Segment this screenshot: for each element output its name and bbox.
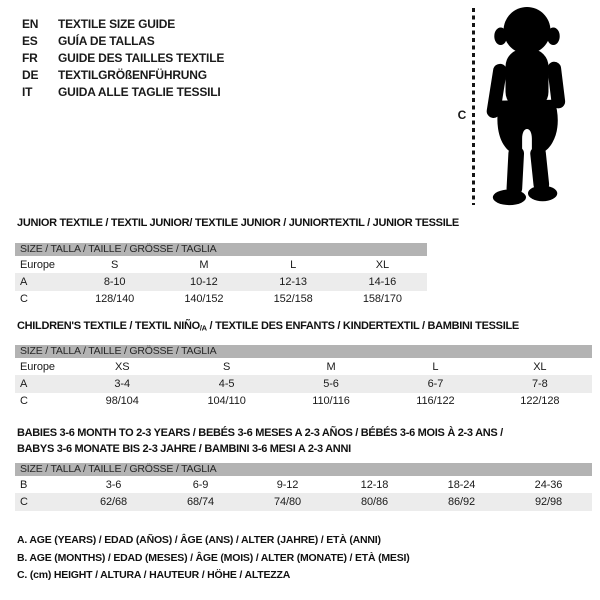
legend-line-age-years: A. AGE (YEARS) / EDAD (AÑOS) / ÂGE (ANS) / ALTER (JAHRE) / ETÀ (ANNI) (17, 534, 381, 546)
table-cell: 12-13 (279, 275, 307, 288)
table-header-bar: SIZE / TALLA / TAILLE / GRÖSSE / TAGLIA (15, 345, 592, 358)
guide-title-de: TEXTILGRÖßENFÜHRUNG (58, 68, 207, 83)
toddler-silhouette-icon (483, 5, 571, 210)
babies-size-table (15, 463, 592, 511)
table-cell: 104/110 (207, 395, 246, 408)
height-measure-label: C (457, 108, 467, 122)
table-cell: 4-5 (218, 377, 235, 390)
title-part: / TEXTILE DES ENFANTS / KINDERTEXTIL / BAMBINI TESSILE (206, 320, 519, 332)
junior-size-table (15, 243, 427, 308)
lang-code: IT (22, 85, 33, 100)
section-title-junior (17, 216, 459, 232)
table-cell: 152/158 (273, 293, 313, 306)
lang-row-en (22, 15, 224, 32)
table-cell: 6-9 (192, 478, 209, 491)
table-cell: 3-6 (105, 478, 122, 491)
table-cell: XS (114, 360, 130, 373)
lang-row-de (22, 67, 224, 84)
table-cell: 122/128 (520, 395, 560, 408)
title-part: CHILDREN'S TEXTILE / TEXTIL NIÑO (17, 320, 200, 332)
title-line (17, 319, 519, 336)
table-row (15, 476, 592, 493)
lang-code: ES (22, 33, 38, 48)
table-cell: 24-36 (534, 478, 563, 491)
table-cell: 6-7 (427, 377, 444, 390)
lang-code: DE (22, 68, 39, 83)
table-cell: 5-6 (323, 377, 339, 390)
table-cell: 62/68 (99, 495, 128, 508)
row-label: B (20, 478, 28, 491)
row-label: C (20, 293, 28, 306)
table-cell: XL (375, 258, 389, 271)
table-cell: L (432, 360, 439, 373)
lang-code: EN (22, 16, 39, 31)
language-title-list (22, 15, 224, 101)
table-cell: 128/140 (95, 293, 135, 306)
table-cell: S (111, 258, 119, 271)
table-row (15, 273, 427, 290)
row-label: A (20, 275, 28, 288)
table-cell: 158/170 (362, 293, 402, 306)
table-cell: 18-24 (447, 478, 476, 491)
table-cell: M (326, 360, 336, 373)
section-title-babies (17, 426, 503, 457)
table-cell: 7-8 (532, 377, 548, 390)
table-cell: 110/116 (312, 395, 350, 408)
row-label: Europe (20, 360, 55, 373)
lang-row-fr (22, 49, 224, 66)
table-cell: 12-18 (360, 478, 389, 491)
table-cell: 10-12 (190, 275, 218, 288)
table-cell: M (199, 258, 209, 271)
measure-legend (17, 532, 410, 585)
table-cell: 98/104 (105, 395, 139, 408)
title-line: BABYS 3-6 MONATE BIS 2-3 JAHRE / BAMBINI 3-6 MESI A 2-3 ANNI (17, 442, 351, 455)
table-header-bar: SIZE / TALLA / TAILLE / GRÖSSE / TAGLIA (15, 463, 592, 476)
table-row (15, 358, 592, 375)
height-measure-dashed-line (472, 8, 475, 205)
lang-row-es (22, 32, 224, 49)
table-row (15, 375, 592, 392)
table-cell: 86/92 (447, 495, 476, 508)
title-subscript: /A (199, 323, 207, 333)
legend-line-height: C. (cm) HEIGHT / ALTURA / HAUTEUR / HÖHE / ALTEZZA (17, 569, 291, 582)
table-cell: 116/122 (416, 395, 455, 408)
guide-title-fr: GUIDE DES TAILLES TEXTILE (58, 50, 225, 65)
row-label: A (20, 377, 28, 390)
children-size-table (15, 345, 592, 410)
table-cell: S (222, 360, 231, 373)
table-row (15, 291, 427, 308)
row-label: C (20, 395, 28, 408)
lang-code: FR (22, 50, 38, 65)
guide-title-en: TEXTILE SIZE GUIDE (58, 16, 176, 31)
legend-line-age-months: B. AGE (MONTHS) / EDAD (MESES) / ÂGE (MOIS) / ALTER (MONATE) / ETÀ (MESI) (17, 551, 410, 564)
table-header-bar: SIZE / TALLA / TAILLE / GRÖSSE / TAGLIA (15, 243, 427, 256)
row-label: C (20, 495, 28, 508)
table-row (15, 393, 592, 410)
section-title-children (17, 319, 519, 336)
table-cell: 8-10 (103, 275, 126, 288)
lang-row-it (22, 84, 224, 101)
table-cell: XL (533, 360, 547, 373)
table-cell: 80/86 (360, 495, 389, 508)
table-cell: 3-4 (114, 377, 130, 390)
guide-title-es: GUÍA DE TALLAS (58, 33, 155, 48)
table-cell: 140/152 (184, 293, 224, 306)
table-cell: 14-16 (368, 275, 397, 288)
table-row (15, 256, 427, 273)
table-row (15, 493, 592, 510)
table-cell: 9-12 (276, 478, 299, 491)
table-cell: L (290, 258, 297, 271)
guide-title-it: GUIDA ALLE TAGLIE TESSILI (58, 85, 221, 100)
row-label: Europe (20, 258, 55, 271)
table-cell: 74/80 (273, 495, 302, 508)
table-cell: 68/74 (186, 495, 215, 508)
title-line: BABIES 3-6 MONTH TO 2-3 YEARS / BEBÉS 3-6 MESES A 2-3 AÑOS / BÉBÉS 3-6 MOIS À 2-3 ANS / (17, 427, 503, 439)
title-line: JUNIOR TEXTILE / TEXTIL JUNIOR/ TEXTILE JUNIOR / JUNIORTEXTIL / JUNIOR TESSILE (17, 217, 459, 229)
table-cell: 92/98 (534, 495, 563, 508)
